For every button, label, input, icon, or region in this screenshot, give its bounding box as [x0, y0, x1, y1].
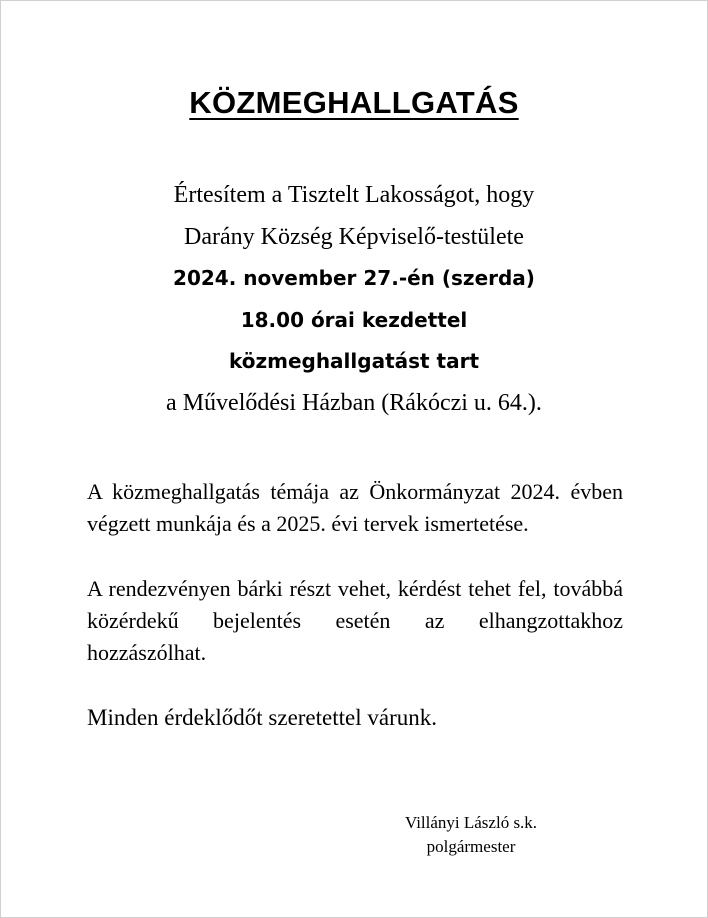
announcement-time: 18.00 órai kezdettel [240, 307, 468, 332]
participation-paragraph: A rendezvényen bárki részt vehet, kérdést tehet fel, továbbá közérdekű bejelentés esetén az elhangzottakhoz hozzászólhat. [87, 576, 623, 665]
announcement-location: a Művelődési Házban (Rákóczi u. 64.). [166, 389, 542, 416]
announcement-block [1, 175, 707, 424]
signature-block [371, 811, 571, 859]
topic-paragraph: A közmeghallgatás témája az Önkormányzat 2024. évben végzett munkája és a 2025. évi tervek ismertetése. [87, 479, 623, 536]
signature-name: Villányi László s.k. [404, 813, 538, 832]
announcement-date: 2024. november 27.-én (szerda) [173, 266, 535, 290]
closing-line: Minden érdeklődőt szeretettel várunk. [87, 705, 437, 730]
announcement-event: közmeghallgatást tart [228, 349, 480, 373]
page-title: KÖZMEGHALLGATÁS [189, 85, 519, 120]
announcement-line-intro: Értesítem a Tisztelt Lakosságot, hogy [173, 182, 535, 208]
signature-role: polgármester [426, 837, 516, 856]
announcement-line-body: Darány Község Képviselő-testülete [184, 223, 524, 250]
